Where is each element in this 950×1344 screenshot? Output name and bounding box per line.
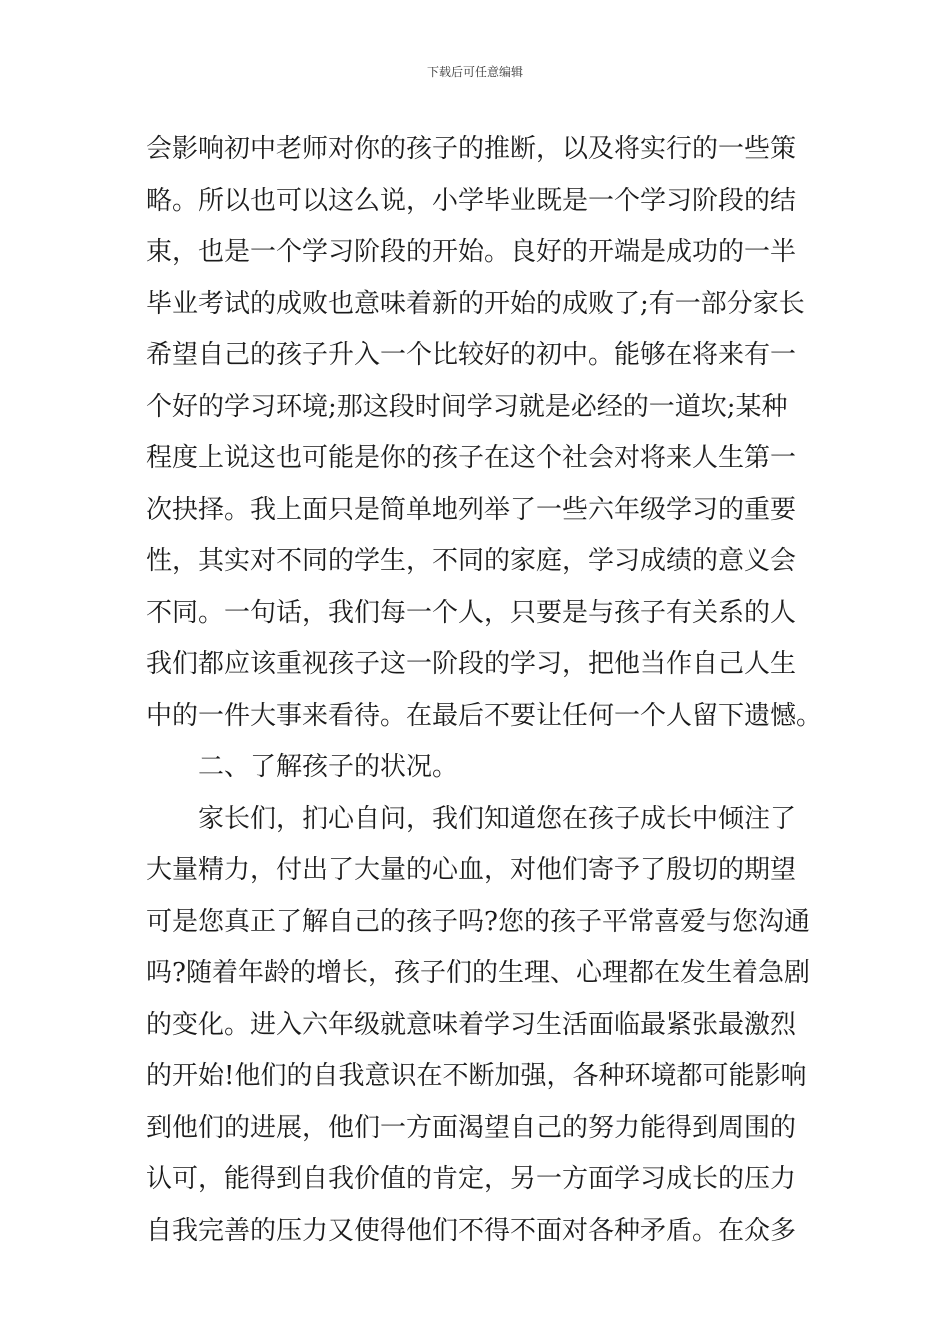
body-line: 不同。一句话，我们每一个人，只要是与孩子有关系的人	[146, 598, 797, 628]
body-line: 个好的学习环境;那这段时间学习就是必经的一道坎;某种	[146, 392, 788, 422]
body-line: 束，也是一个学习阶段的开始。良好的开端是成功的一半	[146, 237, 797, 267]
body-line: 自我完善的压力又使得他们不得不面对各种矛盾。在众多	[146, 1216, 797, 1246]
body-line: 性，其实对不同的学生，不同的家庭，学习成绩的意义会	[146, 546, 797, 576]
body-line: 毕业考试的成败也意味着新的开始的成败了;有一部分家长	[146, 289, 805, 319]
section-heading: 二、了解孩子的状况。	[198, 752, 459, 782]
body-line: 略。所以也可以这么说，小学毕业既是一个学习阶段的结	[146, 186, 797, 216]
body-line: 我们都应该重视孩子这一阶段的学习，把他当作自己人生	[146, 649, 797, 679]
body-line: 中的一件大事来看待。在最后不要让任何一个人留下遗憾。	[146, 701, 823, 731]
body-line: 的开始!他们的自我意识在不断加强，各种环境都可能影响	[146, 1061, 807, 1091]
body-line: 吗?随着年龄的增长，孩子们的生理、心理都在发生着急剧	[146, 958, 810, 988]
body-line: 次抉择。我上面只是简单地列举了一些六年级学习的重要	[146, 495, 797, 525]
page-header: 下载后可任意编辑	[426, 65, 523, 79]
body-line: 会影响初中老师对你的孩子的推断，以及将实行的一些策	[146, 134, 797, 164]
body-line: 程度上说这也可能是你的孩子在这个社会对将来人生第一	[146, 443, 797, 473]
body-line: 希望自己的孩子升入一个比较好的初中。能够在将来有一	[146, 340, 797, 370]
body-line: 大量精力，付出了大量的心血，对他们寄予了殷切的期望	[146, 855, 797, 885]
body-line: 家长们，扪心自问，我们知道您在孩子成长中倾注了	[198, 804, 797, 834]
body-line: 的变化。进入六年级就意味着学习生活面临最紧张最激烈	[146, 1010, 797, 1040]
body-line: 可是您真正了解自己的孩子吗?您的孩子平常喜爱与您沟通	[146, 907, 810, 937]
body-line: 认可，能得到自我价值的肯定，另一方面学习成长的压力	[146, 1164, 797, 1194]
body-line: 到他们的进展，他们一方面渴望自己的努力能得到周围的	[146, 1113, 797, 1143]
